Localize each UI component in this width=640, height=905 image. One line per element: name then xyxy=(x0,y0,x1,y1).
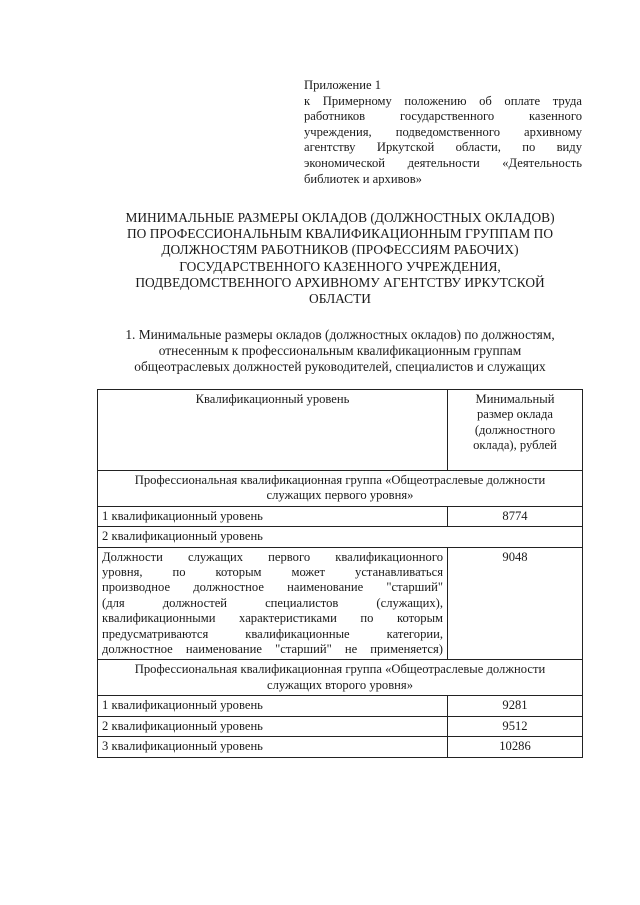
header-salary xyxy=(448,390,583,471)
level-label: 1 квалификационный уровень xyxy=(98,696,448,716)
description-line: квалификационными характеристиками по которым xyxy=(102,611,443,626)
annex-header xyxy=(304,78,582,187)
annex-line: библиотек и архивов» xyxy=(304,171,422,186)
header-salary-line: (должностного xyxy=(474,422,556,437)
level-label: 2 квалификационный уровень xyxy=(98,527,583,547)
description-line: производное должностное наименование "старший" xyxy=(102,580,443,595)
annex-line: учреждения, подведомственного архивному xyxy=(304,124,582,139)
salary-table xyxy=(97,389,583,758)
header-salary-line: размер оклада xyxy=(477,407,553,422)
level-label: 3 квалификационный уровень xyxy=(98,737,448,757)
annex-line: работников государственного казенного xyxy=(304,109,582,124)
level-label: 2 квалификационный уровень xyxy=(98,716,448,736)
salary-value: 9048 xyxy=(448,547,583,660)
level-label: 1 квалификационный уровень xyxy=(98,506,448,526)
salary-value: 9512 xyxy=(448,716,583,736)
table-row xyxy=(98,547,583,660)
annex-line: агентству Иркутской области, по виду xyxy=(304,140,582,155)
annex-line: к Примерному положению об оплате труда xyxy=(304,93,582,108)
salary-value: 8774 xyxy=(448,506,583,526)
title-line: ГОСУДАРСТВЕННОГО КАЗЕННОГО УЧРЕЖДЕНИЯ, xyxy=(179,258,501,274)
position-description xyxy=(98,547,448,660)
group-row xyxy=(98,471,583,507)
title-line: ПО ПРОФЕССИОНАЛЬНЫМ КВАЛИФИКАЦИОННЫМ ГРУППАМ ПО xyxy=(127,226,553,242)
description-line: Должности служащих первого квалификационного xyxy=(102,549,443,564)
description-line: (для должностей специалистов (служащих), xyxy=(102,595,443,610)
table-row xyxy=(98,506,583,526)
table-row xyxy=(98,527,583,547)
document-title xyxy=(88,210,592,307)
group-title xyxy=(98,660,583,696)
salary-value: 9281 xyxy=(448,696,583,716)
section-line: общеотраслевых должностей руководителей, специалистов и служащих xyxy=(134,359,546,375)
table-row xyxy=(98,696,583,716)
table-row xyxy=(98,716,583,736)
section-line: отнесенным к профессиональным квалификационным группам xyxy=(158,343,522,359)
header-salary-line: Минимальный xyxy=(475,392,555,406)
description-line: уровня, по которым может устанавливаться xyxy=(102,565,443,580)
annex-line: Приложение 1 xyxy=(304,78,382,92)
description-line: предусматриваются квалификационные категории, xyxy=(102,626,443,641)
title-line: ДОЛЖНОСТЯМ РАБОТНИКОВ (ПРОФЕССИЯМ РАБОЧИХ) xyxy=(161,242,519,258)
group-title xyxy=(98,471,583,507)
annex-line: экономической деятельности «Деятельность xyxy=(304,155,582,170)
table-row xyxy=(98,737,583,757)
section-heading xyxy=(88,327,592,376)
section-line: 1. Минимальные размеры окладов (должностных окладов) по должностям, xyxy=(125,327,555,342)
table-header-row xyxy=(98,390,583,471)
salary-value: 10286 xyxy=(448,737,583,757)
title-line: ОБЛАСТИ xyxy=(309,291,371,307)
title-line: ПОДВЕДОМСТВЕННОГО АРХИВНОМУ АГЕНТСТВУ ИРКУТСКОЙ xyxy=(135,274,545,290)
group-title-line: Профессиональная квалификационная группа «Общеотраслевые должности xyxy=(134,473,546,487)
header-salary-line: оклада), рублей xyxy=(473,438,557,453)
group-row xyxy=(98,660,583,696)
group-title-line: Профессиональная квалификационная группа «Общеотраслевые должности xyxy=(134,662,546,677)
header-level: Квалификационный уровень xyxy=(98,390,448,471)
group-title-line: служащих первого уровня» xyxy=(266,488,414,503)
title-line: МИНИМАЛЬНЫЕ РАЗМЕРЫ ОКЛАДОВ (ДОЛЖНОСТНЫХ ОКЛАДОВ) xyxy=(125,210,555,225)
description-line: должностное наименование "старший" не применяется) xyxy=(102,642,443,657)
group-title-line: служащих второго уровня» xyxy=(266,677,413,692)
